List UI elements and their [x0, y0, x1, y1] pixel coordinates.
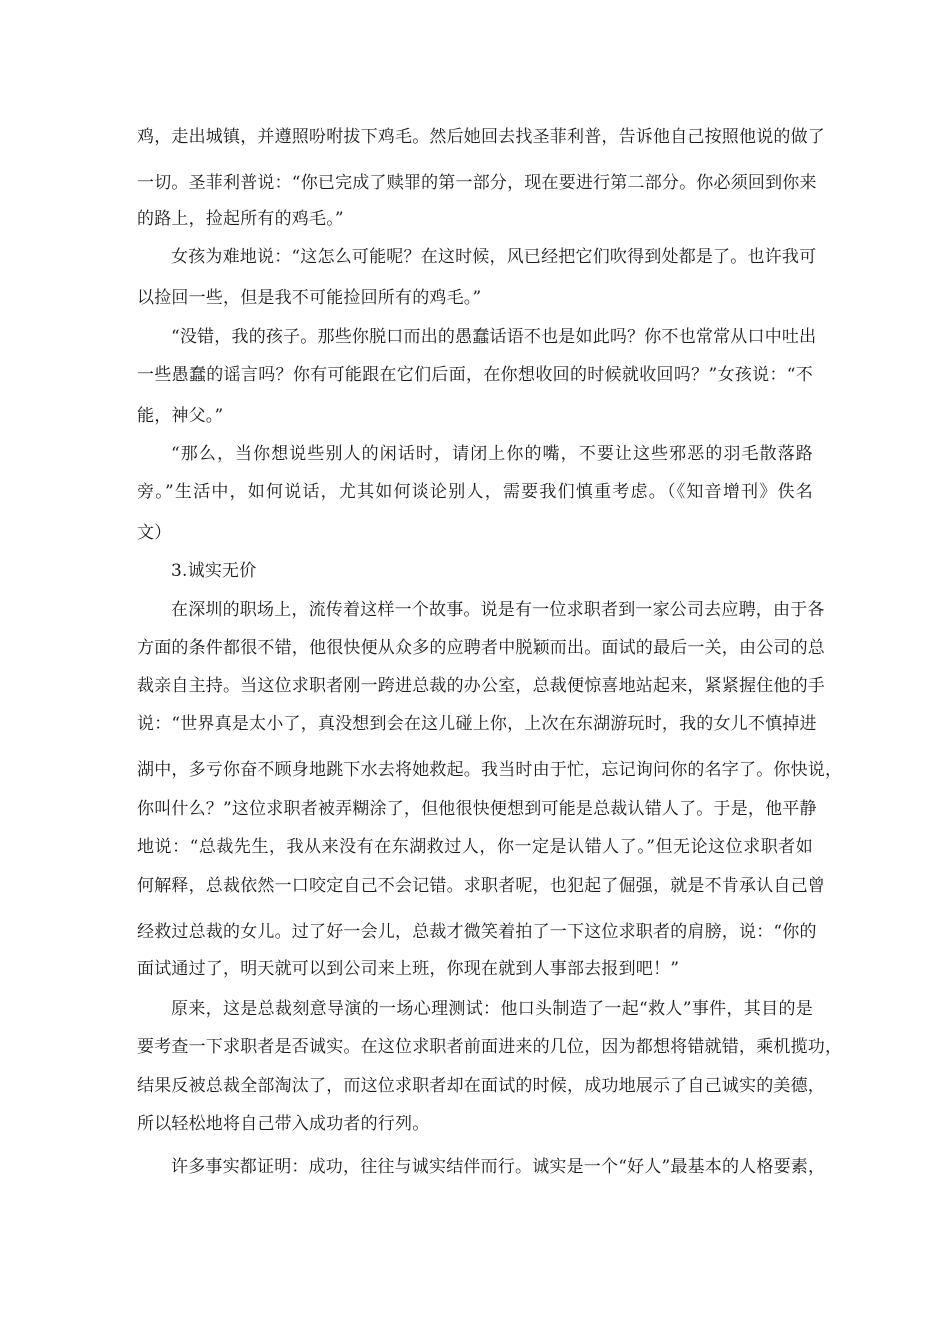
text-line: 你叫什么？”这位求职者被弄糊涂了，但他很快便想到可能是总裁认错人了。于是，他平静 [137, 799, 817, 819]
text-line: 原来，这是总裁刻意导演的一场心理测试：他口头制造了一起“救人”事件，其目的是 [171, 999, 813, 1019]
text-line: 在深圳的职场上，流传着这样一个故事。说是有一位求职者到一家公司去应聘，由于各 [171, 600, 825, 620]
text-line: 何解释，总裁依然一口咬定自己不会记错。求职者呢，也犯起了倔强，就是不肯承认自己曾 [137, 876, 825, 896]
text-line: 湖中，多亏你奋不顾身地跳下水去将她救起。我当时由于忙，忘记询问你的名字了。你快说， [137, 760, 843, 780]
text-line: 鸡，走出城镇，并遵照吩咐拔下鸡毛。然后她回去找圣菲利普，告诉他自己按照他说的做了 [137, 127, 825, 147]
text-line: 方面的条件都很不错，他很快便从众多的应聘者中脱颖而出。面试的最后一关，由公司的总 [137, 638, 825, 658]
text-line: 裁亲自主持。当这位求职者刚一跨进总裁的办公室，总裁便惊喜地站起来，紧紧握住他的手 [137, 676, 825, 696]
text-line: 的路上，捡起所有的鸡毛。” [137, 209, 344, 229]
text-line: 经救过总裁的女儿。过了好一会儿，总裁才微笑着拍了一下这位求职者的肩膀，说：“你的 [137, 922, 817, 942]
text-line: “没错，我的孩子。那些你脱口而出的愚蠢话语不也是如此吗？你不也常常从口中吐出 [171, 327, 817, 347]
text-line: 一切。圣菲利普说：“你已完成了赎罪的第一部分，现在要进行第二部分。你必须回到你来 [137, 173, 817, 193]
text-line: 要考查一下求职者是否诚实。在这位求职者前面进来的几位，因为都想将错就错，乘机揽功， [137, 1037, 843, 1057]
text-line: 所以轻松地将自己带入成功者的行列。 [137, 1114, 430, 1134]
text-line: 说：“世界真是太小了，真没想到会在这儿碰上你，上次在东湖游玩时，我的女儿不慎掉进 [137, 714, 817, 734]
text-line: 一些愚蠢的谣言吗？你有可能跟在它们后面，在你想收回的时候就收回吗？”女孩说：“不 [137, 365, 813, 385]
text-line: 以捡回一些，但是我不可能捡回所有的鸡毛。” [137, 288, 482, 308]
text-line: 女孩为难地说：“这怎么可能呢？在这时候，风已经把它们吹得到处都是了。也许我可 [171, 247, 817, 267]
text-line: 能，神父。” [137, 406, 224, 426]
text-line: “那么，当你想说些别人的闲话时，请闭上你的嘴，不要让这些邪恶的羽毛散落路 [171, 444, 813, 464]
text-line: 许多事实都证明：成功，往往与诚实结伴而行。诚实是一个“好人”最基本的人格要素， [171, 1157, 826, 1177]
text-line: 文） [137, 523, 172, 543]
text-line: 旁。”生活中，如何说话，尤其如何谈论别人，需要我们慎重考虑。（《知音增刊》佚名 [137, 482, 813, 502]
text-line: 结果反被总裁全部淘汰了，而这位求职者却在面试的时候，成功地展示了自己诚实的美德， [137, 1076, 825, 1096]
text-line: 面试通过了，明天就可以到公司来上班，你现在就到人事部去报到吧！” [137, 959, 680, 979]
section-heading: 3.诚实无价 [171, 561, 257, 581]
text-line: 地说：“总裁先生，我从来没有在东湖救过人，你一定是认错人了。”但无论这位求职者如 [137, 837, 813, 857]
